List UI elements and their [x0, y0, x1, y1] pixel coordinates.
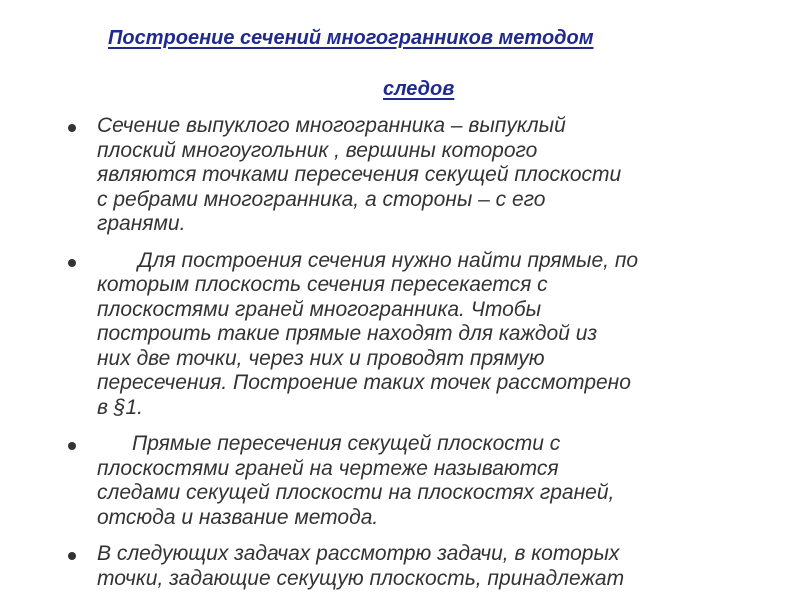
bullet-item: [0, 249, 800, 421]
bullet-text: [97, 542, 782, 591]
bullet-dot-icon: [68, 124, 76, 132]
bullet-line: в §1.: [97, 395, 143, 419]
bullet-line: пересечения. Построение таких точек рассмотрено: [97, 371, 631, 394]
bullet-text: [97, 114, 782, 237]
bullet-line: точки, задающие секущую плоскость, принадлежат: [97, 566, 625, 590]
bullet-dot-icon: [68, 552, 76, 560]
bullet-text: [97, 249, 782, 421]
bullet-line: построить такие прямые находят для каждой из: [97, 322, 598, 345]
bullet-line: плоский многоугольник , вершины которого: [97, 138, 538, 162]
bullet-line: отсюда и название метода.: [97, 505, 379, 529]
bullet-list: [0, 114, 800, 591]
bullet-line: В следующих задачах рассмотрю задачи, в которых: [97, 542, 620, 565]
bullet-line: Для построения сечения нужно найти прямые, по: [97, 248, 639, 272]
bullet-text: [97, 432, 782, 530]
bullet-item: [0, 432, 800, 530]
slide-title-line-2: следов: [383, 78, 455, 100]
bullet-item: [0, 114, 800, 237]
bullet-line: Прямые пересечения секущей плоскости с: [97, 432, 561, 455]
slide-title-line-1: Построение сечений многогранников методом: [108, 27, 594, 49]
bullet-dot-icon: [68, 442, 76, 450]
bullet-line: которым плоскость сечения пересекается с: [97, 273, 548, 296]
bullet-line: Сечение выпуклого многогранника – выпуклый: [97, 114, 566, 137]
bullet-line: являются точками пересечения секущей плоскости: [97, 163, 622, 186]
bullet-line: плоскостями граней на чертеже называются: [97, 456, 559, 480]
bullet-line: них две точки, через них и проводят прямую: [97, 346, 545, 370]
bullet-line: гранями.: [97, 212, 186, 235]
bullet-dot-icon: [68, 259, 76, 267]
bullet-line: следами секущей плоскости на плоскостях граней,: [97, 481, 615, 504]
bullet-item: [0, 542, 800, 591]
bullet-line: плоскостями граней многогранника. Чтобы: [97, 297, 542, 321]
bullet-line: с ребрами многогранника, а стороны – с его: [97, 187, 546, 211]
